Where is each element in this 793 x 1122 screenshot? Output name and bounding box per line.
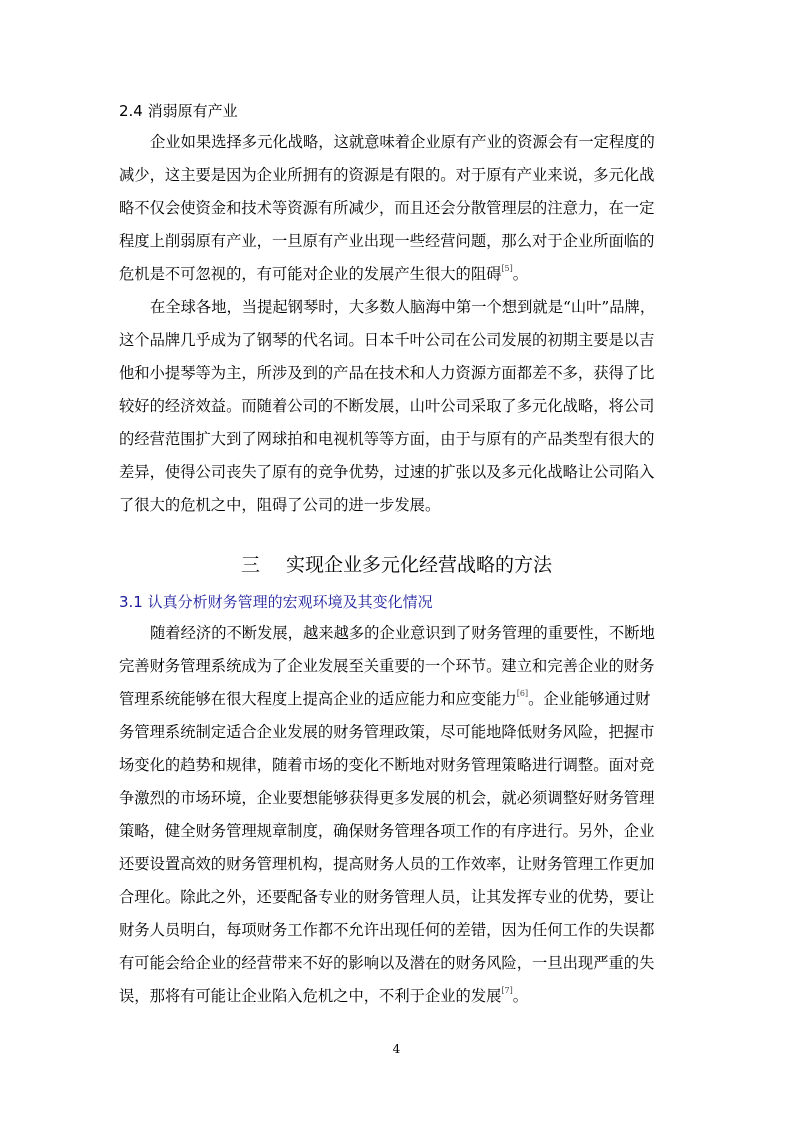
text-line: 在全球各地，当提起钢琴时，大多数人脑海中第一个想到就是“山叶”品牌， xyxy=(150,298,656,316)
text-span: 。企业能够通过财 xyxy=(528,690,651,708)
paragraph-3-1 xyxy=(119,617,679,1013)
text-line xyxy=(119,683,679,716)
chapter-number: 三 xyxy=(240,554,260,576)
text-line: 财务人员明白，每项财务工作都不允许出现任何的差错，因为任何工作的失误都 xyxy=(119,921,655,939)
citation-6: [6] xyxy=(516,689,529,698)
text-line: 程度上削弱原有产业，一旦原有产业出现一些经营问题，那么对于企业所面临的 xyxy=(119,232,655,250)
text-span: 管理系统能够在很大程度上提高企业的适应能力和应变能力 xyxy=(119,690,517,708)
text-line: 差异，使得公司丧失了原有的竞争优势，过速的扩张以及多元化战略让公司陷入 xyxy=(119,463,655,481)
chapter-heading-3 xyxy=(0,553,793,577)
text-line: 策略，健全财务管理规章制度，确保财务管理各项工作的有序进行。另外，企业 xyxy=(119,822,655,840)
text-line: 的经营范围扩大到了网球拍和电视机等等方面，由于与原有的产品类型有很大的 xyxy=(119,430,655,448)
text-line: 减少，这主要是因为企业所拥有的资源是有限的。对于原有产业来说，多元化战 xyxy=(119,166,655,184)
text-line: 务管理系统制定适合企业发展的财务管理政策，尽可能地降低财务风险，把握市 xyxy=(119,723,655,741)
citation-5: [5] xyxy=(501,264,513,273)
text-line: 他和小提琴等为主，所涉及到的产品在技术和人力资源方面都差不多，获得了比 xyxy=(119,364,655,382)
text-span: 。 xyxy=(512,265,529,283)
text-line xyxy=(119,980,679,1013)
text-line: 略不仅会使资金和技术等资源有所减少，而且还会分散管理层的注意力，在一定 xyxy=(119,199,655,217)
paragraph-2-4-b xyxy=(119,291,679,522)
page-number: 4 xyxy=(392,1042,401,1056)
text-span: 误，那将有可能让企业陷入危机之中，不利于企业的发展 xyxy=(119,987,502,1005)
text-line: 场变化的趋势和规律，随着市场的变化不断地对财务管理策略进行调整。面对竞 xyxy=(119,756,655,774)
citation-7: [7] xyxy=(501,986,513,995)
section-heading-3-1: 3.1 认真分析财务管理的宏观环境及其变化情况 xyxy=(119,593,433,611)
section-heading-2-4: 2.4 消弱原有产业 xyxy=(119,102,238,120)
text-line: 还要设置高效的财务管理机构，提高财务人员的工作效率，让财务管理工作更加 xyxy=(119,855,655,873)
paragraph-2-4-a xyxy=(119,126,679,291)
text-line: 完善财务管理系统成为了企业发展至关重要的一个环节。建立和完善企业的财务 xyxy=(119,657,655,675)
text-line: 随着经济的不断发展，越来越多的企业意识到了财务管理的重要性，不断地 xyxy=(150,624,655,642)
text-line: 较好的经济效益。而随着公司的不断发展，山叶公司采取了多元化战略，将公司 xyxy=(119,397,655,415)
text-line: 了很大的危机之中，阻碍了公司的进一步发展。 xyxy=(119,496,441,514)
text-line: 争激烈的市场环境，企业要想能够获得更多发展的机会，就必须调整好财务管理 xyxy=(119,789,655,807)
text-line xyxy=(119,258,679,291)
text-span: 危机是不可忽视的，有可能对企业的发展产生很大的阻碍 xyxy=(119,265,502,283)
text-line: 合理化。除此之外，还要配备专业的财务管理人员，让其发挥专业的优势，要让 xyxy=(119,888,655,906)
text-line: 企业如果选择多元化战略，这就意味着企业原有产业的资源会有一定程度的 xyxy=(150,133,655,151)
text-line: 这个品牌几乎成为了钢琴的代名词。日本千叶公司在公司发展的初期主要是以吉 xyxy=(119,331,655,349)
text-span: 。 xyxy=(512,987,529,1005)
chapter-title: 实现企业多元化经营战略的方法 xyxy=(286,554,553,576)
text-line: 有可能会给企业的经营带来不好的影响以及潜在的财务风险，一旦出现严重的失 xyxy=(119,954,655,972)
